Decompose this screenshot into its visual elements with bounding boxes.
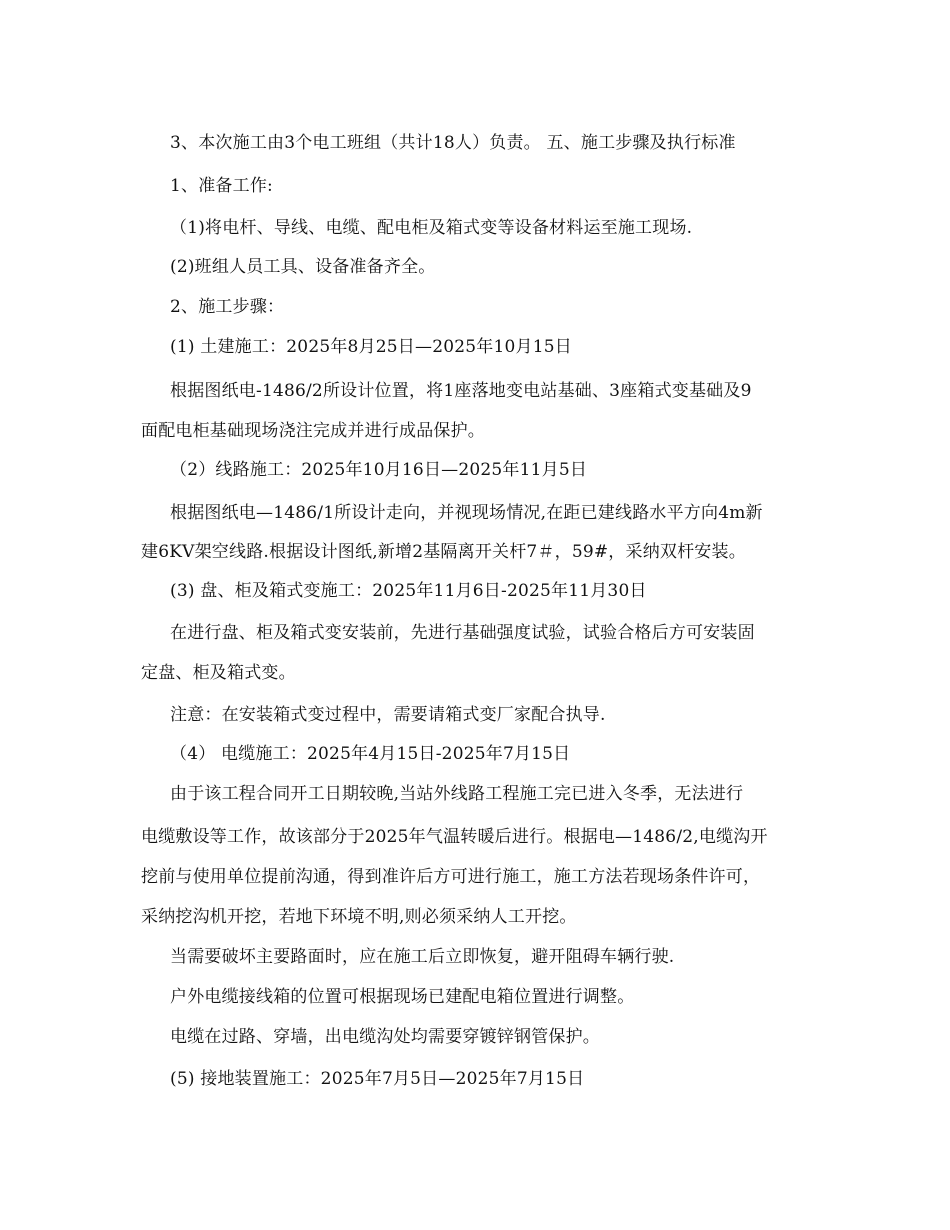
- text-line: 2、施工步骤：: [170, 297, 285, 317]
- text-line: 采纳挖沟机开挖，若地下环境不明,则必须采纳人工开挖。: [141, 907, 577, 927]
- text-line: 由于该工程合同开工日期较晚,当站外线路工程施工完已进入冬季，无法进行: [170, 784, 744, 804]
- text-line: （2）线路施工：2025年10月16日—2025年11月5日: [170, 460, 588, 480]
- text-line: 建6KV架空线路.根据设计图纸,新增2基隔离开关杆7＃，59#，采纳双杆安装。: [141, 542, 746, 562]
- text-line: 面配电柜基础现场浇注完成并进行成品保护。: [141, 421, 485, 441]
- text-line: (2)班组人员工具、设备准备齐全。: [170, 257, 436, 277]
- text-line: 电缆在过路、穿墙，出电缆沟处均需要穿镀锌钢管保护。: [170, 1027, 600, 1047]
- text-line: 1、准备工作:: [170, 176, 273, 196]
- text-line: （4） 电缆施工：2025年4月15日-2025年7月15日: [170, 744, 571, 764]
- text-line: 定盘、柜及箱式变。: [141, 663, 296, 683]
- text-line: 户外电缆接线箱的位置可根据现场已建配电箱位置进行调整。: [170, 987, 635, 1007]
- text-line: 根据图纸电—1486/1所设计走向，并视现场情况,在距已建线路水平方向4m新: [170, 503, 763, 523]
- text-line: 注意：在安装箱式变过程中，需要请箱式变厂家配合执导.: [170, 705, 606, 725]
- text-line: (5) 接地装置施工：2025年7月5日—2025年7月15日: [170, 1069, 585, 1089]
- text-line: 当需要破坏主要路面时，应在施工后立即恢复，避开阻碍车辆行驶.: [170, 947, 675, 967]
- text-line: 电缆敷设等工作，故该部分于2025年气温转暖后进行。根据电—1486/2,电缆沟开: [141, 827, 768, 847]
- text-line: (3) 盘、柜及箱式变施工：2025年11月6日-2025年11月30日: [170, 581, 647, 601]
- text-line: 根据图纸电-1486/2所设计位置，将1座落地变电站基础、3座箱式变基础及9: [170, 381, 752, 401]
- text-line: （1)将电杆、导线、电缆、配电柜及箱式变等设备材料运至施工现场.: [170, 218, 693, 238]
- text-line: 在进行盘、柜及箱式变安装前，先进行基础强度试验，试验合格后方可安装固: [170, 623, 755, 643]
- text-line: 挖前与使用单位提前沟通，得到准许后方可进行施工，施工方法若现场条件许可，: [141, 867, 761, 887]
- text-line: 3、本次施工由3个电工班组（共计18人）负责。 五、施工步骤及执行标准: [170, 133, 736, 153]
- text-line: (1) 土建施工：2025年8月25日—2025年10月15日: [170, 337, 572, 357]
